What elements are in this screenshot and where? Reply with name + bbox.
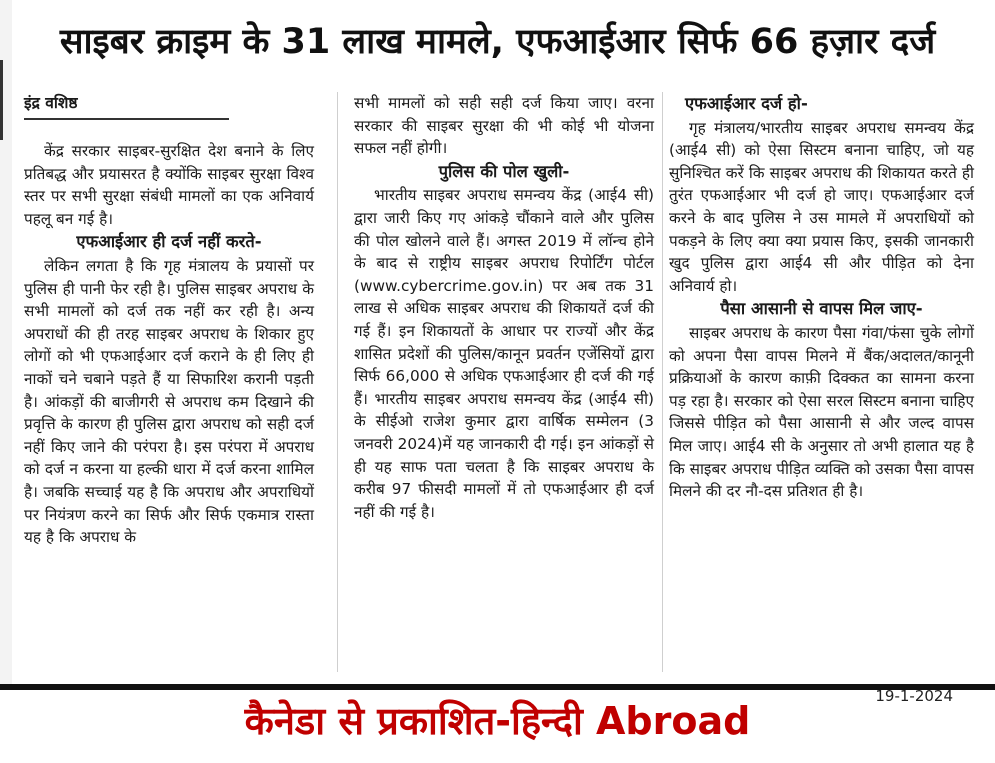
subheading: एफआईआर ही दर्ज नहीं करते-	[76, 232, 262, 252]
paragraph: सभी मामलों को सही सही दर्ज किया जाए। वरना सरकार की साइबर सुरक्षा की भी कोई भी योजना सफल नहीं होगी।	[354, 94, 654, 158]
headline: साइबर क्राइम के 31 लाख मामले, एफआईआर सिर्फ 66 हज़ार दर्ज	[59, 22, 936, 62]
column-divider	[662, 92, 663, 672]
paragraph: भारतीय साइबर अपराध समन्वय केंद्र (आई4 सी) द्वारा जारी किए गए आंकड़े चौंकाने वाले और पुलिस की पोल खोलने वाले हैं। अगस्त 2019 में लॉन्च होने के बाद से राष्ट्रीय साइबर अपराध रिपोर्टिंग पोर्टल (www.cybercrime.gov.in) पर अब तक 31 लाख से अधिक साइबर अपराध की शिकायतें दर्ज की गई हैं। इन शिकायतों के आधार पर राज्यों और केंद्र शासित प्रदेशों की पुलिस/कानून प्रवर्तन एजेंसियों द्वारा सिर्फ 66,000 से अधिक एफआईआर ही दर्ज की गई हैं। भारतीय साइबर अपराध समन्वय केंद्र (आई4 सी) के सीईओ राजेश कुमार द्वारा वार्षिक सम्मेलन (3 जनवरी 2024)में यह जानकारी दी गई। इन आंकड़ों से ही यह साफ पता चलता है कि साइबर अपराध के करीब 97 फीसदी मामलों में तो एफआईआर ही दर्ज नहीं की गई है।	[354, 186, 654, 521]
column-1	[24, 92, 314, 549]
bottom-rule	[0, 684, 995, 690]
subheading: पुलिस की पोल खुली-	[438, 161, 570, 181]
column-divider	[337, 92, 338, 672]
paragraph: लेकिन लगता है कि गृह मंत्रालय के प्रयासों पर पुलिस ही पानी फेर रही है। पुलिस साइबर अपराध के सभी मामलों को दर्ज तक नहीं कर रही है। अन्य अपराधों की ही तरह साइबर अपराध के शिकार हुए लोगों को भी एफआईआर दर्ज कराने के ही लिए ही नाकों चने चबाने पड़ते हैं या सिफारिश करानी पड़ती है। आंकड़ों की बाजीगरी से अपराध कम दिखाने की प्रवृत्ति के कारण ही पुलिस द्वारा अपराध को सही दर्ज नहीं किए जाने की परंपरा है। इस परंपरा में अपराध को दर्ज न करना या हल्की धारा में दर्ज करना शामिल है। जबकि सच्चाई यह है कि अपराध और अपराधियों पर नियंत्रण करने का सिर्फ और सिर्फ एकमात्र रास्ता यह है कि अपराध के	[24, 256, 314, 547]
byline: इंद्र वशिष्ठ	[24, 94, 78, 112]
paragraph: केंद्र सरकार साइबर-सुरक्षित देश बनाने के लिए प्रतिबद्ध और प्रयासरत है क्योंकि साइबर सुरक्षा विश्व स्तर पर सभी सुरक्षा संबंधी मामलों का एक अनिवार्य पहलू बन गई है।	[24, 142, 314, 228]
article-body	[24, 92, 974, 680]
column-3	[669, 92, 974, 503]
source-credit: कैनेडा से प्रकाशित-हिन्दी Abroad	[244, 699, 751, 743]
byline-rule	[24, 118, 229, 120]
paragraph: साइबर अपराध के कारण पैसा गंवा/फंसा चुके लोगों को अपना पैसा वापस मिलने में बैंक/अदालत/कानूनी प्रक्रियाओं के कारण काफ़ी दिक्कत का सामना करना पड़ रहा है। सरकार को ऐसा सरल सिस्टम बनाना चाहिए जिससे पीड़ित को पैसा आसानी से और जल्द वापस मिल जाए। आई4 सी के अनुसार तो अभी हालात यह है कि साइबर अपराध पीड़ित व्यक्ति को उसका पैसा वापस मिलने की दर नौ-दस प्रतिशत ही है।	[669, 323, 974, 501]
left-margin-strip	[0, 0, 12, 690]
publication-date: 19-1-2024	[875, 687, 953, 705]
paragraph: गृह मंत्रालय/भारतीय साइबर अपराध समन्वय केंद्र (आई4 सी) को ऐसा सिस्टम बनाना चाहिए, जो यह सुनिश्चित करें कि साइबर अपराध की शिकायत करते ही तुरंत एफआईआर भी दर्ज हो जाए। एफआईआर दर्ज करने के बाद पुलिस ने उस मामले में अपराधियों को पकड़ने के लिए क्या क्या प्रयास किए, इसकी जानकारी खुद पुलिस द्वारा आई4 सी और पीड़ित को देना अनिवार्य हो।	[669, 118, 974, 295]
column-2	[354, 92, 654, 523]
subheading: पैसा आसानी से वापस मिल जाए-	[720, 299, 923, 319]
subheading: एफआईआर दर्ज हो-	[685, 94, 808, 113]
